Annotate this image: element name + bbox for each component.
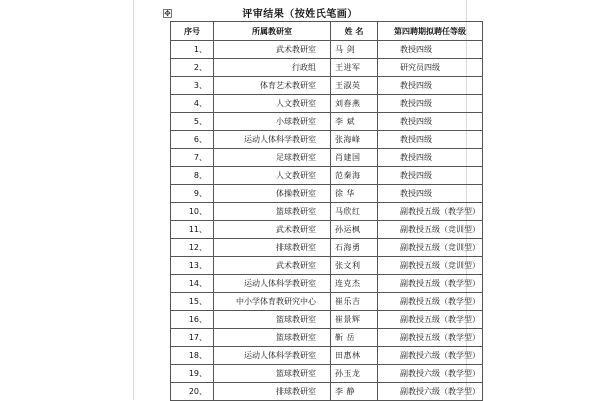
row-grade: 副教授五级（竞训型） [378, 257, 483, 275]
table-row [171, 329, 483, 347]
row-grade: 副教授六级（教学型） [378, 383, 483, 401]
row-grade: 副教授五级（教学型） [378, 329, 483, 347]
row-grade: 副教授五级（竞训型） [378, 239, 483, 257]
table-row [171, 221, 483, 239]
row-number: 14、 [171, 275, 214, 293]
row-name: 崔乐吉 [331, 293, 378, 311]
row-department: 排球教研室 [214, 239, 331, 257]
row-number: 19、 [171, 365, 214, 383]
table-row [171, 113, 483, 131]
row-name: 李 斌 [331, 113, 378, 131]
row-number: 6、 [171, 131, 214, 149]
row-department: 运动人体科学教研室 [214, 275, 331, 293]
header-number: 序号 [171, 22, 214, 41]
row-department: 运动人体科学教研室 [214, 131, 331, 149]
row-department: 体操教研室 [214, 185, 331, 203]
row-department: 体育艺术教研室 [214, 77, 331, 95]
table-row [171, 95, 483, 113]
row-department: 篮球教研室 [214, 311, 331, 329]
row-grade: 副教授五级（竞训型） [378, 221, 483, 239]
table-row [171, 167, 483, 185]
row-number: 7、 [171, 149, 214, 167]
page-margin-left [133, 0, 134, 400]
row-name: 靳 岳 [331, 329, 378, 347]
row-name: 张海峰 [331, 131, 378, 149]
row-department: 排球教研室 [214, 383, 331, 401]
table-body [171, 41, 483, 401]
row-department: 武术教研室 [214, 221, 331, 239]
table-header-row [171, 22, 483, 41]
row-name: 崔景辉 [331, 311, 378, 329]
row-name: 孙运枫 [331, 221, 378, 239]
row-number: 18、 [171, 347, 214, 365]
table-row [171, 185, 483, 203]
row-department: 篮球教研室 [214, 365, 331, 383]
row-number: 20、 [171, 383, 214, 401]
row-grade: 副教授五级（教学型） [378, 311, 483, 329]
row-number: 17、 [171, 329, 214, 347]
move-handle-icon[interactable]: ✥ [164, 9, 171, 18]
row-name: 石海勇 [331, 239, 378, 257]
row-grade: 副教授五级（教学型） [378, 203, 483, 221]
row-department: 人文教研室 [214, 167, 331, 185]
row-grade: 教授四级 [378, 131, 483, 149]
row-department: 中小学体育教研究中心 [214, 293, 331, 311]
row-number: 11、 [171, 221, 214, 239]
row-grade: 副教授五级（教学型） [378, 293, 483, 311]
row-name: 范秦海 [331, 167, 378, 185]
row-grade: 教授四级 [378, 77, 483, 95]
row-name: 马欣红 [331, 203, 378, 221]
row-grade: 教授四级 [378, 41, 483, 59]
row-grade: 教授四级 [378, 113, 483, 131]
row-grade: 教授四级 [378, 149, 483, 167]
table-row [171, 149, 483, 167]
row-name: 马 剑 [331, 41, 378, 59]
row-number: 3、 [171, 77, 214, 95]
row-grade: 副教授六级（教学型） [378, 347, 483, 365]
table-row [171, 311, 483, 329]
row-name: 刘春燕 [331, 95, 378, 113]
table-row [171, 293, 483, 311]
row-grade: 副教授六级（教学型） [378, 365, 483, 383]
row-number: 2、 [171, 59, 214, 77]
row-number: 12、 [171, 239, 214, 257]
header-name: 姓 名 [331, 22, 378, 41]
row-number: 15、 [171, 293, 214, 311]
row-number: 5、 [171, 113, 214, 131]
row-grade: 教授四级 [378, 167, 483, 185]
row-department: 武术教研室 [214, 257, 331, 275]
row-number: 16、 [171, 311, 214, 329]
row-number: 4、 [171, 95, 214, 113]
row-number: 10、 [171, 203, 214, 221]
row-grade: 教授四级 [378, 95, 483, 113]
table-row [171, 347, 483, 365]
row-department: 小球教研室 [214, 113, 331, 131]
row-department: 足球教研室 [214, 149, 331, 167]
table-row [171, 203, 483, 221]
table-row [171, 131, 483, 149]
table-row [171, 365, 483, 383]
document-title: 评审结果（按姓氏笔画） [242, 9, 358, 20]
row-number: 13、 [171, 257, 214, 275]
row-name: 王淑英 [331, 77, 378, 95]
row-name: 孙玉龙 [331, 365, 378, 383]
results-table [170, 21, 483, 401]
row-name: 李 静 [331, 383, 378, 401]
table-row [171, 59, 483, 77]
row-grade: 教授四级 [378, 185, 483, 203]
row-department: 篮球教研室 [214, 329, 331, 347]
row-name: 王进军 [331, 59, 378, 77]
row-name: 田惠林 [331, 347, 378, 365]
row-number: 8、 [171, 167, 214, 185]
table-row [171, 275, 483, 293]
table-row [171, 77, 483, 95]
row-department: 行政组 [214, 59, 331, 77]
row-name: 张文利 [331, 257, 378, 275]
row-grade: 研究员四级 [378, 59, 483, 77]
row-department: 人文教研室 [214, 95, 331, 113]
table-row [171, 257, 483, 275]
row-department: 武术教研室 [214, 41, 331, 59]
row-name: 徐 华 [331, 185, 378, 203]
table-row [171, 41, 483, 59]
header-department: 所属教研室 [214, 22, 331, 41]
row-name: 连克杰 [331, 275, 378, 293]
header-grade: 第四聘期拟聘任等级 [378, 22, 483, 41]
row-grade: 副教授五级（教学型） [378, 275, 483, 293]
table-row [171, 239, 483, 257]
row-name: 肖建国 [331, 149, 378, 167]
row-department: 运动人体科学教研室 [214, 347, 331, 365]
row-department: 篮球教研室 [214, 203, 331, 221]
table-row [171, 383, 483, 401]
row-number: 9、 [171, 185, 214, 203]
row-number: 1、 [171, 41, 214, 59]
